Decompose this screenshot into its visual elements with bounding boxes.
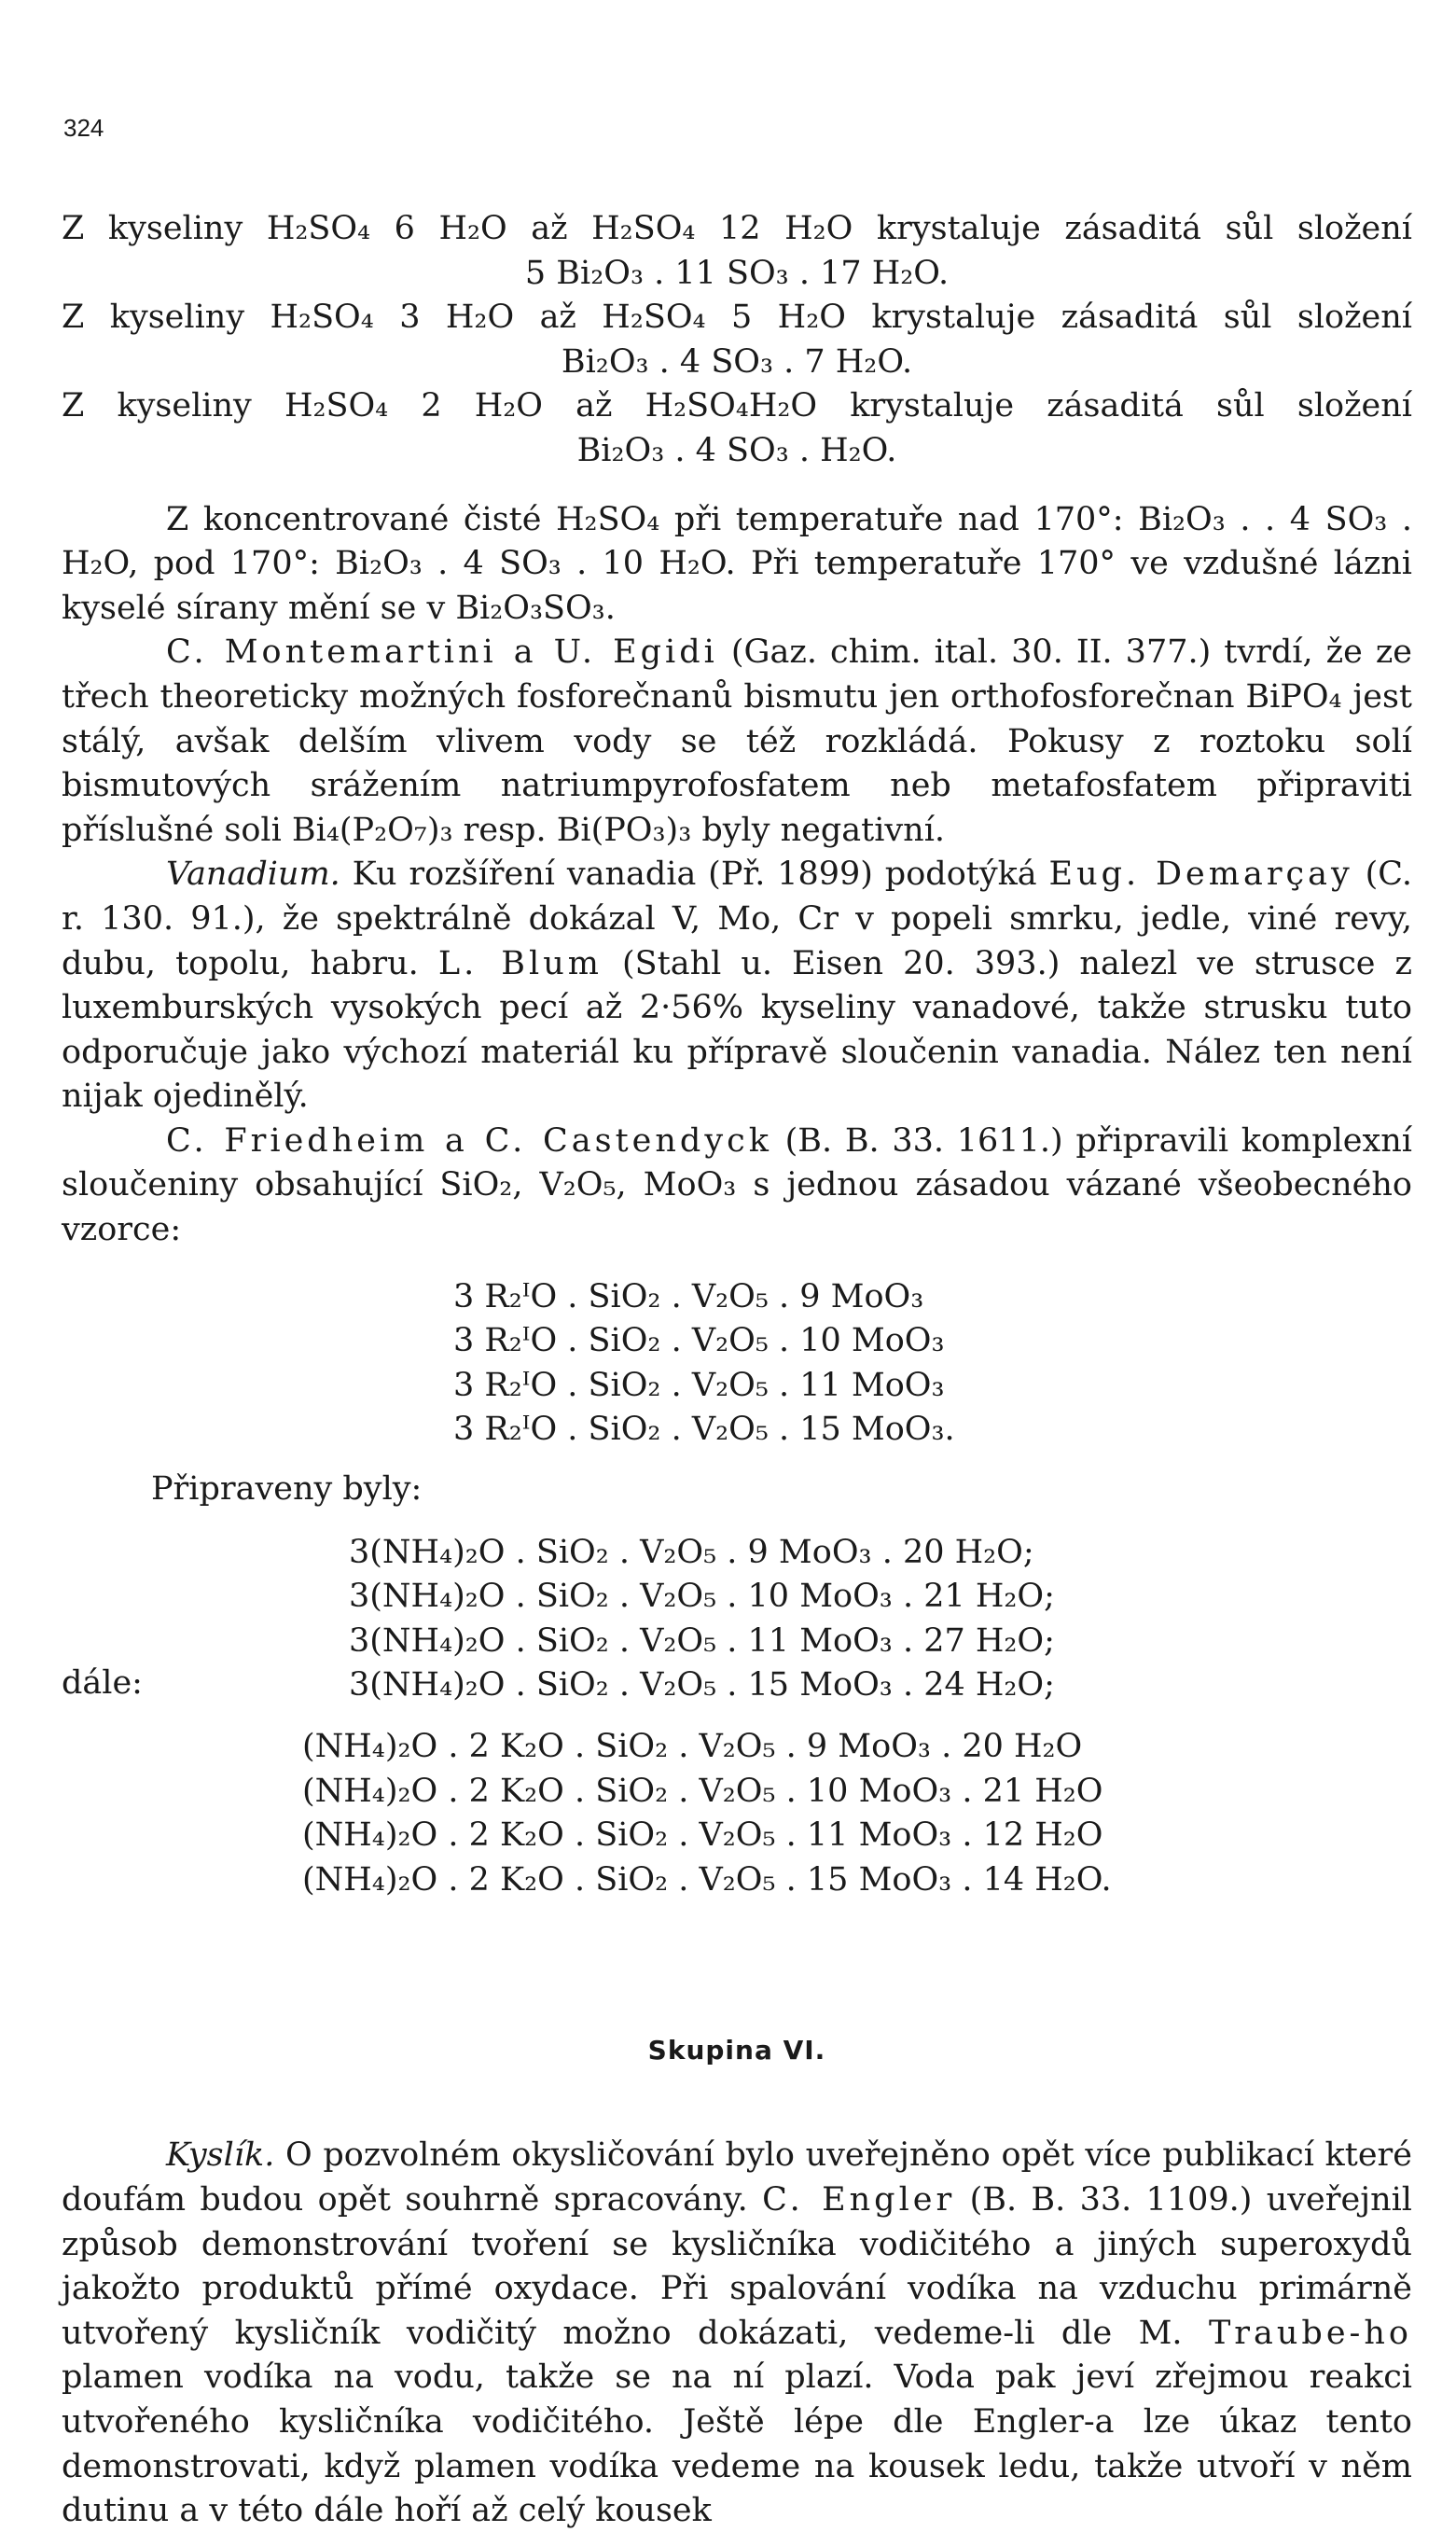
author-names: Traube-ho: [1208, 2314, 1412, 2352]
author-names: C. Montemartini a U. Egidi: [166, 633, 718, 672]
paragraph-montemartini: [62, 631, 1412, 853]
formula-line: 3 R₂ᴵO . SiO₂ . V₂O₅ . 10 MoO₃: [453, 1322, 945, 1360]
paragraph-text: (Gaz. chim. ital. 30. II. 377.) tvrdí, že ze třech theoreticky možných fosforečnanů bismutu jen orthofosforečnan BiPO₄ jest stálý, avšak delším vlivem vody se též rozkládá. Pokusy z roztoku solí bismutových srážením natriumpyrofosfatem neb metafosfatem připraviti příslušné soli Bi₄(P₂O₇)₃ resp. Bi(PO₃)₃ byly negativní.: [62, 633, 1412, 849]
author-names: Eug. Demarçay: [1048, 856, 1353, 894]
formula-line: 3(NH₄)₂O . SiO₂ . V₂O₅ . 9 MoO₃ . 20 H₂O;: [349, 1533, 1034, 1571]
paragraph-text: (Stahl u. Eisen 20. 393.) nalezl ve strusce z luxemburských vysokých pecí až 2·56% kyseliny vanadové, takže strusku tuto odporučuje jako výchozí materiál ku přípravě sloučenin vanadia. Nález ten není nijak ojedinělý.: [62, 944, 1412, 1116]
author-names: L. Blum: [437, 944, 603, 982]
formula-line: 3(NH₄)₂O . SiO₂ . V₂O₅ . 15 MoO₃ . 24 H₂O;: [349, 1666, 1055, 1704]
intro-line: Z kyseliny H₂SO₄ 3 H₂O až H₂SO₄ 5 H₂O krystaluje zásaditá sůl složení: [62, 299, 1412, 337]
intro-formula: 5 Bi₂O₃ . 11 SO₃ . 17 H₂O.: [524, 254, 950, 292]
formula-line: 3(NH₄)₂O . SiO₂ . V₂O₅ . 11 MoO₃ . 27 H₂O;: [349, 1621, 1055, 1660]
formula-line: (NH₄)₂O . 2 K₂O . SiO₂ . V₂O₅ . 15 MoO₃ . 14 H₂O.: [302, 1860, 1112, 1899]
paragraph-lead: Vanadium.: [166, 856, 340, 894]
intro-line: Z kyseliny H₂SO₄ 6 H₂O až H₂SO₄ 12 H₂O krystaluje zásaditá sůl složení: [62, 210, 1412, 247]
author-names: C. Engler: [762, 2181, 956, 2219]
page-number: 324: [63, 114, 104, 142]
paragraph-text: O pozvolném okysličování bylo uveřejněno opět více publikací které doufám budou opět souhrně spracovány.: [62, 2136, 1412, 2219]
paragraph-text: (C. r. 130. 91.), že spektrálně dokázal V, Mo, Cr v popeli smrku, jedle, viné revy, dubu, topolu, habru.: [62, 856, 1412, 982]
intro-formula: Bi₂O₃ . 4 SO₃ . 7 H₂O.: [561, 342, 913, 381]
author-names: C. Friedheim a C. Castendyck: [166, 1121, 772, 1160]
paragraph-text: (B. B. 33. 1109.) uveřejnil způsob demonstrování tvoření se kysličníka vodičitého a jiných superoxydů jakožto produktů přímé oxydace. Při spalování vodíka na vzduchu primárně utvořený kysličník vodičitý možno dokázati, vedeme-li dle M.: [62, 2181, 1412, 2352]
ammonium-formula-block: [349, 1531, 1412, 1708]
formula-line: (NH₄)₂O . 2 K₂O . SiO₂ . V₂O₅ . 10 MoO₃ . 21 H₂O: [302, 1772, 1103, 1810]
formula-line: 3 R₂ᴵO . SiO₂ . V₂O₅ . 15 MoO₃.: [453, 1411, 955, 1449]
intro-block: [62, 207, 1412, 474]
formula-line: 3(NH₄)₂O . SiO₂ . V₂O₅ . 10 MoO₃ . 21 H₂O;: [349, 1578, 1055, 1616]
dale-label: dále:: [62, 1664, 143, 1702]
general-formula-block: [453, 1275, 1412, 1453]
page-content: [62, 207, 1412, 2534]
prepared-label: Připraveny byly:: [151, 1470, 423, 1509]
formula-line: (NH₄)₂O . 2 K₂O . SiO₂ . V₂O₅ . 11 MoO₃ . 12 H₂O: [302, 1816, 1103, 1855]
formula-line: (NH₄)₂O . 2 K₂O . SiO₂ . V₂O₅ . 9 MoO₃ . 20 H₂O: [302, 1728, 1083, 1765]
paragraph-text: plamen vodíka na vodu, takže se na ní plazí. Voda pak jeví zřejmou reakci utvořeného kysličníka vodičitého. Ještě lépe dle Engler-a lze úkaz tento demonstrovati, když plamen vodíka vedeme na kousek ledu, takže utvoří v něm dutinu a v této dále hoří až celý kousek: [62, 2358, 1412, 2530]
paragraph-lead: Kyslík.: [166, 2136, 275, 2175]
paragraph-text: (B. B. 33. 1611.) připravili komplexní sloučeniny obsahující SiO₂, V₂O₅, MoO₃ s jednou zásadou vázané všeobecného vzorce:: [62, 1121, 1412, 1249]
paragraph-text: Ku rozšíření vanadia (Př. 1899) podotýká: [352, 856, 1037, 894]
paragraph-kyslik: [62, 2134, 1412, 2533]
formula-line: 3 R₂ᴵO . SiO₂ . V₂O₅ . 9 MoO₃: [453, 1277, 924, 1315]
paragraph-friedheim: [62, 1120, 1412, 1253]
intro-line: Z kyseliny H₂SO₄ 2 H₂O až H₂SO₄H₂O krystaluje zásaditá sůl složení: [62, 387, 1412, 425]
potassium-formula-block: [302, 1725, 1412, 1902]
formula-line: 3 R₂ᴵO . SiO₂ . V₂O₅ . 11 MoO₃: [453, 1366, 945, 1404]
intro-formula: Bi₂O₃ . 4 SO₃ . H₂O.: [576, 431, 897, 469]
paragraph-concentrated: Z koncentrované čisté H₂SO₄ při temperatuře nad 170°: Bi₂O₃ . . 4 SO₃ . H₂O, pod 170°: Bi₂O₃ . 4 SO₃ . 10 H₂O. Při temperatuře 170° ve vzdušné lázni kyselé sírany mění se v Bi₂O₃SO₃.: [62, 500, 1412, 627]
paragraph-vanadium: [62, 853, 1412, 1120]
section-title: Skupina VI.: [647, 2035, 826, 2066]
